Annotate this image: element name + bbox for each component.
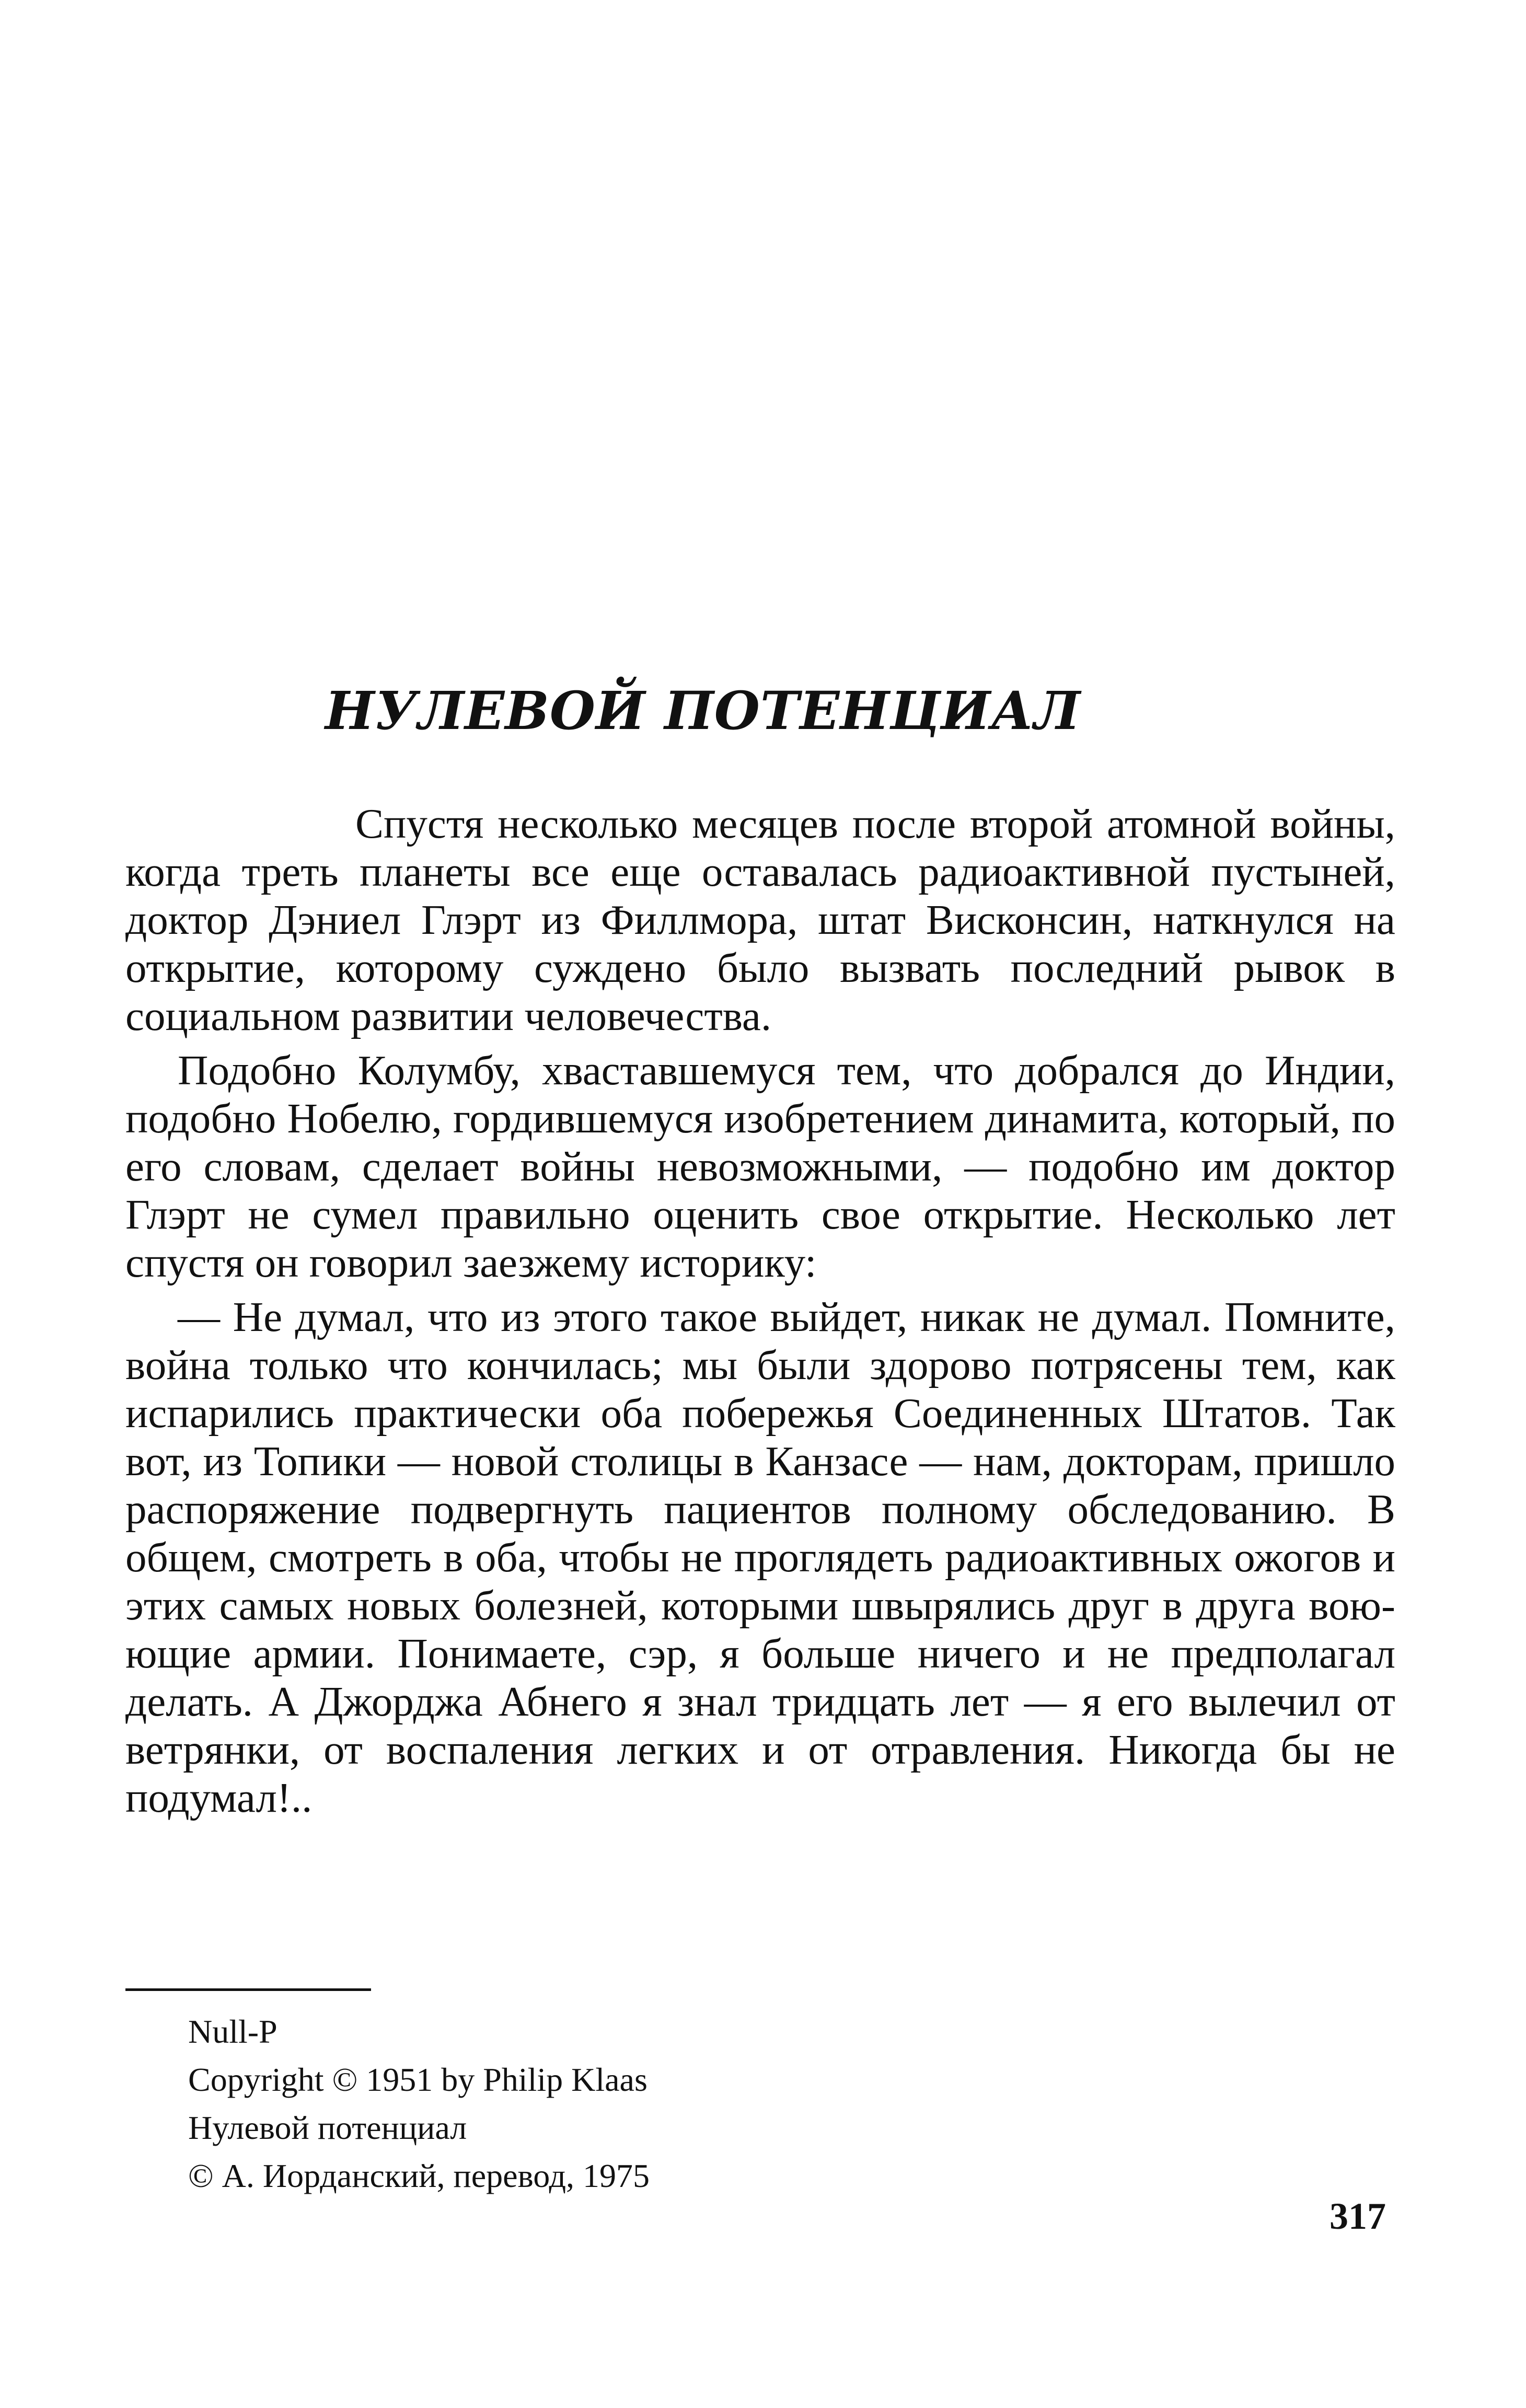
footnote-original-title: Null-P	[188, 2013, 278, 2050]
page-number: 317	[1330, 2195, 1386, 2237]
story-title: НУЛЕВОЙ ПОТЕНЦИАЛ	[325, 680, 1081, 742]
paragraph-1: Спустя несколько месяцев после второй атомной войны, когда треть планеты все еще оставалась радиоактивной пустыней, доктор Дэниел Глэрт из Филлмора, штат Висконсин, наткнулся на открытие, которому суждено было вызвать последний рывок в социальном развитии человечества.	[125, 800, 1395, 1039]
footnote-translation-credit: © А. Иорданский, перевод, 1975	[188, 2157, 650, 2194]
paragraph-2: Подобно Колумбу, хваставшемуся тем, что добрался до Индии, подобно Нобелю, гордившемуся изобретением динамита, который, по его словам, сделает войны невозможными, — подобно им доктор Глэрт не сумел правильно оценить свое открытие. Несколько лет спустя он говорил заезжему историку:	[125, 1047, 1395, 1286]
footnote-russian-title: Нулевой потенциал	[188, 2109, 467, 2146]
footnote-divider	[125, 1988, 371, 1991]
footnote	[188, 2008, 650, 2200]
paragraph-3: — Не думал, что из этого такое выйдет, никак не думал. Помните, война только что кончилась; мы были здорово потрясены тем, как испарились практически оба побережья Соединенных Штатов. Так вот, из Топики — новой столицы в Канзасе — нам, докторам, пришло распоряжение подвергнуть пациентов полному обследованию. В общем, смотреть в оба, чтобы не проглядеть радиоактивных ожогов и этих самых новых болезней, которыми швырялись друг в друга воюющие армии. Понимаете, сэр, я больше ничего и не предполагал делать. А Джорджа Абнего я знал тридцать лет — я его вылечил от ветрянки, от воспаления легких и от отравления. Никогда бы не подумал!..	[125, 1293, 1395, 1821]
story-body	[125, 800, 1395, 1828]
footnote-copyright: Copyright © 1951 by Philip Klaas	[188, 2061, 648, 2098]
